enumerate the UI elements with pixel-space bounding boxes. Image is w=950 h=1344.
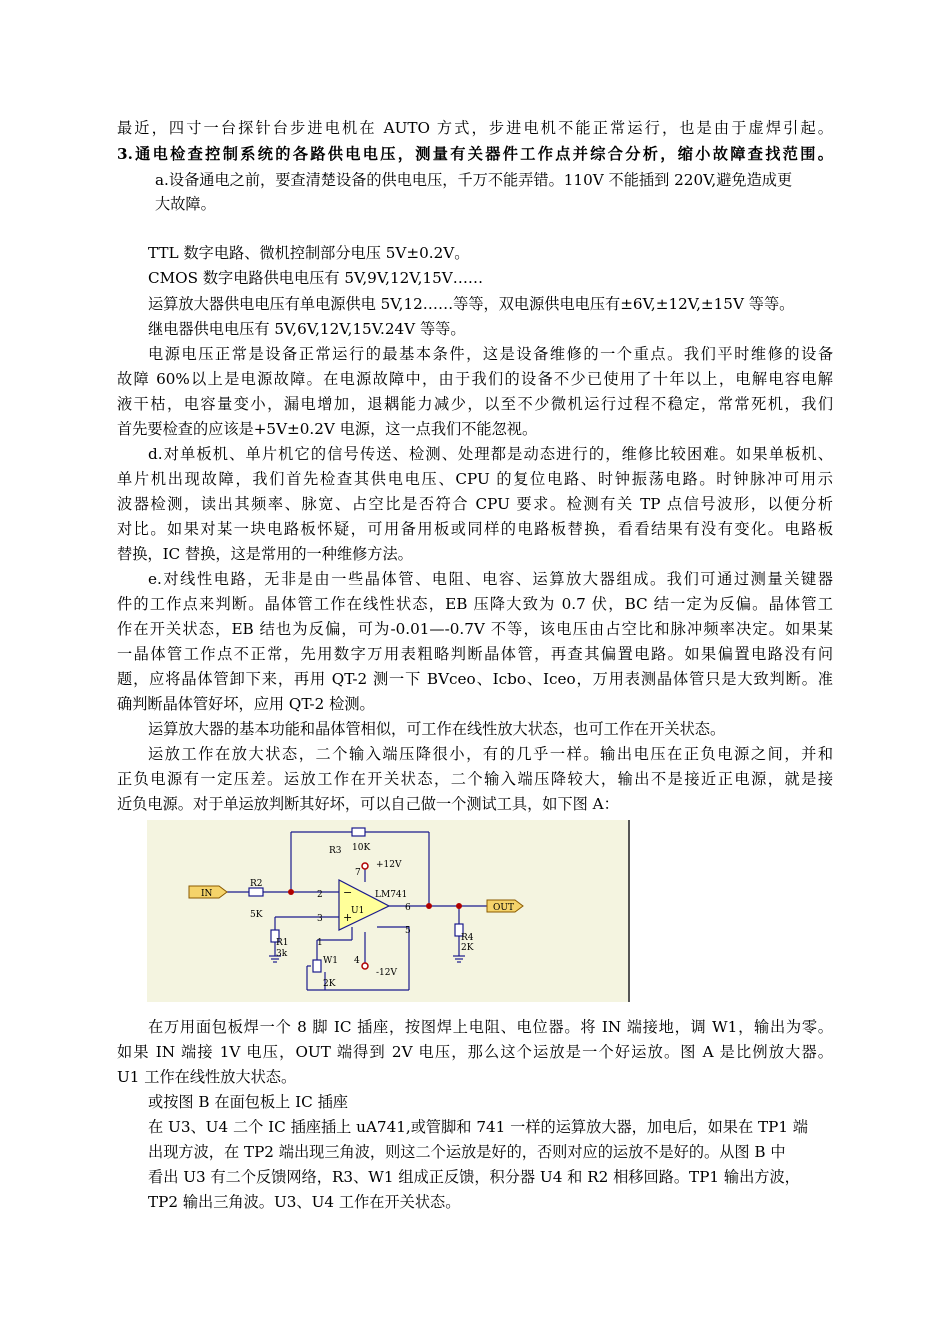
text-line-4: 大故障。 — [155, 195, 216, 213]
text-line-21: 一晶体管工作点不正常，先用数字万用表粗略判断晶体管，再查其偏置电路。如果偏置电路没有问 — [117, 645, 833, 663]
text-line-19: 件的工作点来判断。晶体管工作在线性状态，EB 压降大致为 0.7 伏，BC 结一定为反偏。晶体管工 — [117, 595, 833, 613]
text-line-24: 运算放大器的基本功能和晶体管相似，可工作在线性放大状态，也可工作在开关状态。 — [148, 720, 726, 738]
r3-label: R3 — [329, 846, 342, 856]
text-line-5: TTL 数字电路、微机控制部分电压 5V±0.2V。 — [148, 244, 470, 262]
r1-value: 3k — [276, 949, 288, 959]
w1-label: W1 — [323, 956, 338, 966]
text-line-20: 作在开关状态，EB 结也为反偏，可为-0.01—-0.7V 不等，该电压由占空比和脉冲频率决定。如果某 — [117, 620, 833, 638]
pin5-label: 5 — [405, 926, 411, 936]
pin3-label: 3 — [317, 914, 323, 924]
text-line-28: 在万用面包板焊一个 8 脚 IC 插座，按图焊上电阻、电位器。将 IN 端接地，调 W1，输出为零。 — [148, 1018, 833, 1036]
text-line-9: 电源电压正常是设备正常运行的最基本条件，这是设备维修的一个重点。我们平时维修的设备 — [148, 345, 833, 363]
text-line-23: 确判断晶体管好坏，应用 QT-2 检测。 — [117, 695, 375, 713]
text-line-17: 替换，IC 替换，这是常用的一种维修方法。 — [117, 545, 413, 563]
r1-label: R1 — [276, 938, 289, 948]
plus-sign: + — [343, 911, 353, 924]
text-line-18: e.对线性电路，无非是由一些晶体管、电阻、电容、运算放大器组成。我们可通过测量关键器 — [148, 570, 833, 588]
figure-border — [628, 820, 630, 1002]
text-line-33: 出现方波，在 TP2 端出现三角波，则这二个运放是好的，否则对应的运放不是好的。从图 B 中 — [148, 1143, 786, 1161]
pin2-label: 2 — [317, 890, 323, 900]
in-label: IN — [201, 889, 213, 899]
text-line-10: 故障 60%以上是电源故障。在电源故障中，由于我们的设备不少已使用了十年以上，电解电容电解 — [117, 370, 833, 388]
text-line-31: 或按图 B 在面包板上 IC 插座 — [148, 1093, 348, 1111]
text-line-25: 运放工作在放大状态，二个输入端压降很小，有的几乎一样。输出电压在正负电源之间，并和 — [148, 745, 833, 763]
text-line-27: 近负电源。对于单运放判断其好坏，可以自己做一个测试工具，如下图 A： — [117, 795, 619, 813]
out-label: OUT — [493, 903, 514, 913]
vminus-label: -12V — [376, 968, 397, 978]
pin6-label: 6 — [405, 903, 411, 913]
text-line-22: 题，应将晶体管卸下来，再用 QT-2 测一下 BVceo、Icbo、Iceo，万用表测晶体管只是大致判断。准 — [117, 670, 833, 688]
text-line-3: a.设备通电之前，要查清楚设备的供电电压，千万不能弄错。110V 不能插到 220V,避免造成更 — [155, 171, 793, 189]
pin4-label: 4 — [354, 956, 360, 966]
r4-label: R4 — [461, 933, 474, 943]
text-line-35: TP2 输出三角波。U3、U4 工作在开关状态。 — [148, 1193, 461, 1211]
text-line-16: 对比。如果对某一块电路板怀疑，可用备用板或同样的电路板替换，看看结果有没有变化。电路板 — [117, 520, 833, 538]
pin7-label: 7 — [355, 868, 361, 878]
text-line-2: 3.通电检查控制系统的各路供电电压，测量有关器件工作点并综合分析，缩小故障查找范围。 — [117, 145, 833, 163]
r2-label: R2 — [250, 879, 263, 889]
text-line-13: d.对单板机、单片机它的信号传送、检测、处理都是动态进行的，维修比较困难。如果单板机、 — [148, 445, 833, 463]
r2-value: 5K — [250, 910, 263, 920]
text-line-7: 运算放大器供电电压有单电源供电 5V,12……等等，双电源供电电压有±6V,±12V,±15V 等等。 — [148, 295, 795, 313]
vplus-label: +12V — [376, 860, 402, 870]
text-line-32: 在 U3、U4 二个 IC 插座插上 uA741,或管脚和 741 一样的运算放大器，加电后，如果在 TP1 端 — [148, 1118, 808, 1136]
minus-sign: − — [343, 886, 353, 899]
text-line-14: 单片机出现故障，我们首先检查其供电电压、CPU 的复位电路、时钟振荡电路。时钟脉冲可用示 — [117, 470, 833, 488]
text-line-26: 正负电源有一定压差。运放工作在开关状态，二个输入端压降较大，输出不是接近正电源，就是接 — [117, 770, 833, 788]
text-line-6: CMOS 数字电路供电电压有 5V,9V,12V,15V…… — [148, 269, 484, 287]
text-line-8: 继电器供电电压有 5V,6V,12V,15V.24V 等等。 — [148, 320, 466, 338]
r4-value: 2K — [461, 943, 474, 953]
text-line-30: U1 工作在线性放大状态。 — [117, 1068, 297, 1086]
circuit-diagram — [147, 820, 630, 1002]
u1-label: U1 — [351, 906, 365, 916]
w1-value: 2K — [323, 979, 336, 989]
text-line-11: 液干枯，电容量变小，漏电增加，退耦能力减少，以至不少微机运行过程不稳定，常常死机，我们 — [117, 395, 833, 413]
r3-value: 10K — [352, 843, 371, 853]
pin1-label: 1 — [317, 938, 323, 948]
text-line-15: 波器检测，读出其频率、脉宽、占空比是否符合 CPU 要求。检测有关 TP 点信号波形，以便分析 — [117, 495, 833, 513]
opamp-model-label: LM741 — [375, 890, 408, 900]
figure-a-circuit — [147, 820, 630, 1002]
text-line-29: 如果 IN 端接 1V 电压，OUT 端得到 2V 电压，那么这个运放是一个好运放。图 A 是比例放大器。 — [117, 1043, 833, 1061]
text-line-12: 首先要检查的应该是+5V±0.2V 电源，这一点我们不能忽视。 — [117, 420, 538, 438]
text-line-34: 看出 U3 有二个反馈网络，R3、W1 组成正反馈，积分器 U4 和 R2 相移回路。TP1 输出方波， — [148, 1168, 800, 1186]
text-line-1: 最近，四寸一台探针台步进电机在 AUTO 方式，步进电机不能正常运行，也是由于虚焊引起。 — [117, 119, 833, 137]
